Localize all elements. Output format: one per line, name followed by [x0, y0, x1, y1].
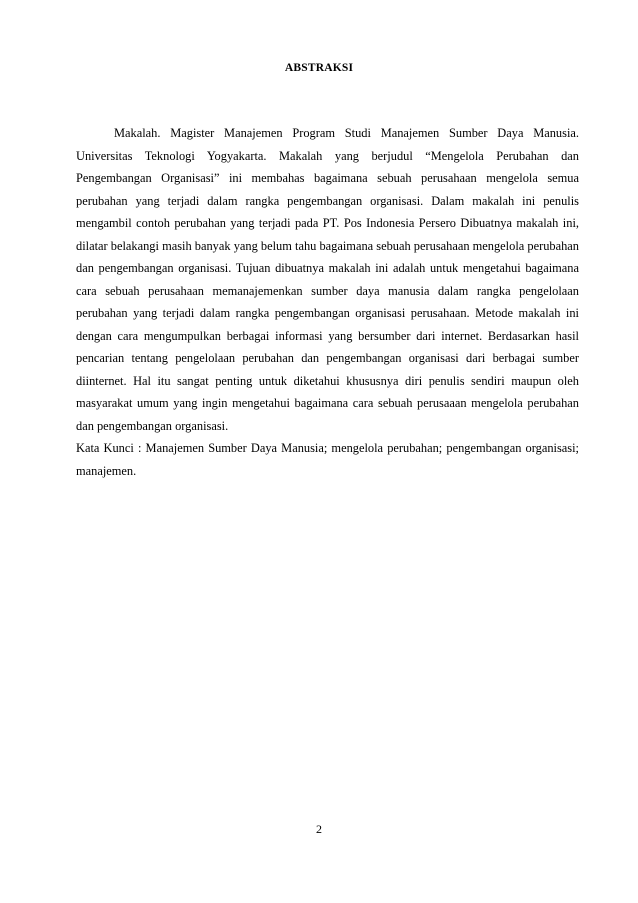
page-title: ABSTRAKSI — [284, 62, 354, 74]
abstract-paragraph: Makalah. Magister Manajemen Program Studi Manajemen Sumber Daya Manusia. Universitas Teknologi Yogyakarta. Makalah yang berjudul “Mengelola Perubahan dan Pengembangan Organisasi” ini membahas bagaimana sebuah perusahaan mengelola semua perubahan yang terjadi dalam rangka pengembangan organisasi. Dalam makalah ini penulis mengambil contoh perubahan yang terjadi pada PT. Pos Indonesia Persero Dibuatnya makalah ini, dilatar belakangi masih banyak yang belum tahu bagaimana sebuah perusahaan mengelola perubahan dan pengembangan organisasi. Tujuan dibuatnya makalah ini adalah untuk mengetahui bagaimana cara sebuah perusahaan memanajemenkan sumber daya manusia dalam rangka pengelolaan perubahan yang terjadi dalam rangka pengembangan organisasi perusahaan. Metode makalah ini dengan cara mengumpulkan berbagai informasi yang bersumber dari internet. Berdasarkan hasil pencarian tentang pengelolaan perubahan dan pengembangan organisasi dari berbagai sumber diinternet. Hal itu sangat penting untuk diketahui khususnya diri penulis sendiri maupun oleh masyarakat umum yang ingin mengetahui bagaimana cara sebuah perusaaan mengelola perubahan dan pengembangan organisasi. — [76, 126, 579, 433]
abstract-body — [76, 122, 579, 482]
keywords-paragraph: Kata Kunci : Manajemen Sumber Daya Manusia; mengelola perubahan; pengembangan organisasi; manajemen. — [76, 441, 579, 478]
page-number: 2 — [316, 822, 322, 836]
